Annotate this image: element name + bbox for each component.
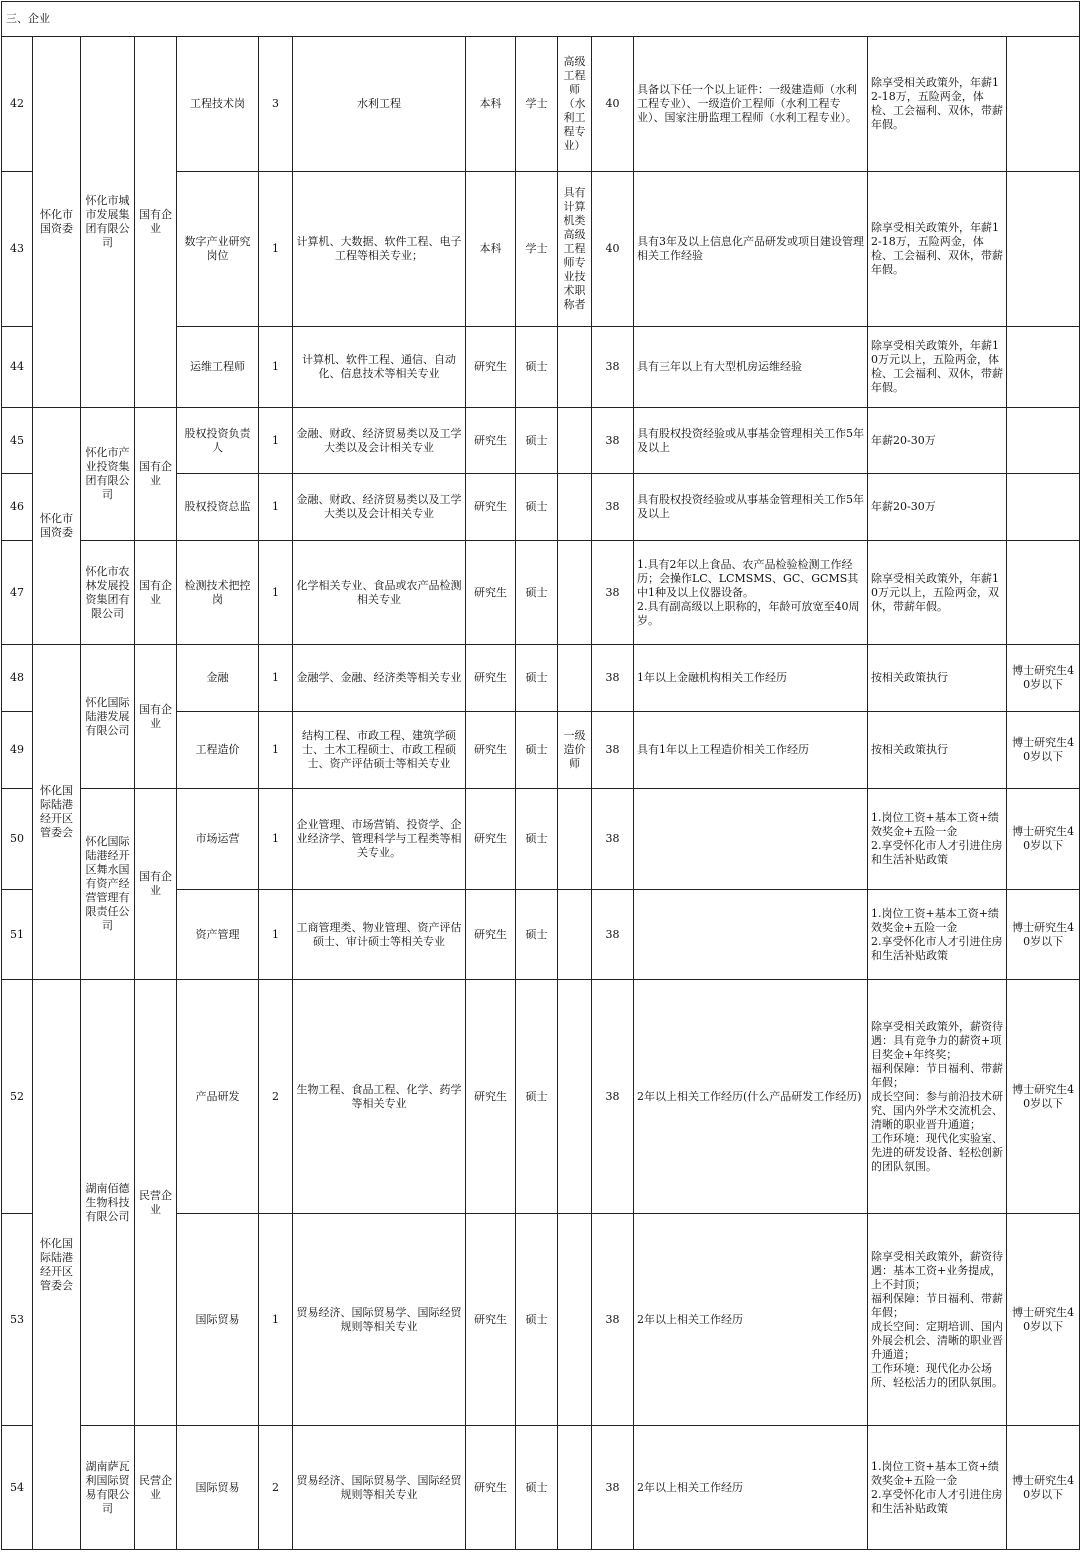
benefits-cell: 1.岗位工资+基本工资+绩效奖金+五险一金 2.享受怀化市人才引进住房和生活补贴政策 — [868, 890, 1007, 980]
company-cell: 怀化市产业投资集团有限公司 — [81, 408, 135, 541]
position-cell: 国际贸易 — [177, 1214, 259, 1426]
age-cell: 38 — [592, 645, 634, 712]
requirement-cell: 1.具有2年以上食品、农产品检验检测工作经历；会操作LC、LCMSMS、GC、GCMS其中1种及以上仪器设备。 2.具有副高级以上职称的，年龄可放宽至40周岁。 — [634, 541, 868, 645]
count-cell: 1 — [259, 327, 293, 408]
position-cell: 数字产业研究岗位 — [177, 172, 259, 327]
department-cell: 怀化市国资委 — [33, 408, 81, 645]
age-cell: 38 — [592, 712, 634, 789]
benefits-cell: 除享受相关政策外，年薪10万元以上，五险两金，体检、工会福利、双休，带薪年假。 — [868, 327, 1007, 408]
age-cell: 38 — [592, 890, 634, 980]
company-cell: 怀化市城市发展集团有限公司 — [81, 37, 135, 408]
table-row — [2, 37, 1080, 172]
table-row — [2, 541, 1080, 645]
major-cell: 工商管理类、物业管理、资产评估硕士、审计硕士等相关专业 — [293, 890, 466, 980]
major-cell: 贸易经济、国际贸易学、国际经贸规则等相关专业 — [293, 1426, 466, 1550]
company-cell: 怀化市农林发展投资集团有限公司 — [81, 541, 135, 645]
count-cell: 1 — [259, 712, 293, 789]
note-cell — [1007, 172, 1080, 327]
count-cell: 1 — [259, 541, 293, 645]
row-number: 49 — [2, 712, 33, 789]
position-cell: 股权投资负责人 — [177, 408, 259, 474]
note-cell — [1007, 327, 1080, 408]
title-cell — [558, 980, 592, 1214]
company-type-cell: 国有企业 — [135, 408, 177, 541]
title-cell — [558, 474, 592, 541]
title-cell — [558, 890, 592, 980]
benefits-cell: 年薪20-30万 — [868, 474, 1007, 541]
row-number: 50 — [2, 789, 33, 890]
title-cell — [558, 1426, 592, 1550]
benefits-cell: 按相关政策执行 — [868, 712, 1007, 789]
note-cell: 博士研究生40岁以下 — [1007, 890, 1080, 980]
table-row — [2, 408, 1080, 474]
row-number: 47 — [2, 541, 33, 645]
education-cell: 研究生 — [466, 645, 516, 712]
count-cell: 1 — [259, 172, 293, 327]
title-cell — [558, 541, 592, 645]
row-number: 44 — [2, 327, 33, 408]
company-cell: 怀化国际陆港经开区舞水国有资产经营管理有限责任公司 — [81, 789, 135, 980]
major-cell: 生物工程、食品工程、化学、药学等相关专业 — [293, 980, 466, 1214]
section-header-row — [2, 2, 1080, 37]
department-cell: 怀化国际陆港经开区管委会 — [33, 980, 81, 1550]
table-row — [2, 789, 1080, 890]
count-cell: 1 — [259, 1214, 293, 1426]
requirement-cell: 2年以上相关工作经历(什么产品研发工作经历) — [634, 980, 868, 1214]
requirement-cell: 具有三年以上有大型机房运维经验 — [634, 327, 868, 408]
title-cell — [558, 789, 592, 890]
education-cell: 研究生 — [466, 474, 516, 541]
requirement-cell: 具有股权投资经验或从事基金管理相关工作5年及以上 — [634, 474, 868, 541]
row-number: 46 — [2, 474, 33, 541]
requirement-cell: 2年以上相关工作经历 — [634, 1426, 868, 1550]
degree-cell: 学士 — [516, 172, 558, 327]
company-type-cell: 国有企业 — [135, 37, 177, 408]
count-cell: 1 — [259, 474, 293, 541]
title-cell — [558, 408, 592, 474]
company-cell: 湖南佰德生物科技有限公司 — [81, 980, 135, 1426]
degree-cell: 硕士 — [516, 474, 558, 541]
title-cell — [558, 327, 592, 408]
education-cell: 研究生 — [466, 1426, 516, 1550]
requirement-cell: 具有3年及以上信息化产品研发或项目建设管理相关工作经验 — [634, 172, 868, 327]
education-cell: 本科 — [466, 172, 516, 327]
benefits-cell: 1.岗位工资+基本工资+绩效奖金+五险一金 2.享受怀化市人才引进住房和生活补贴政策 — [868, 1426, 1007, 1550]
count-cell: 2 — [259, 980, 293, 1214]
education-cell: 研究生 — [466, 541, 516, 645]
count-cell: 2 — [259, 1426, 293, 1550]
row-number: 51 — [2, 890, 33, 980]
count-cell: 3 — [259, 37, 293, 172]
benefits-cell: 除享受相关政策外，薪资待遇：具有竞争力的薪资+项目奖金+年终奖； 福利保障：节日福利、带薪年假； 成长空间：参与前沿技术研究、国内外学术交流机会、清晰的职业晋升通道； 工作环境：现代化实验室、先进的研发设备、轻松创新的团队氛围。 — [868, 980, 1007, 1214]
degree-cell: 硕士 — [516, 645, 558, 712]
note-cell — [1007, 408, 1080, 474]
major-cell: 计算机、大数据、软件工程、电子工程等相关专业； — [293, 172, 466, 327]
position-cell: 工程技术岗 — [177, 37, 259, 172]
position-cell: 工程造价 — [177, 712, 259, 789]
table-row — [2, 980, 1080, 1214]
major-cell: 结构工程、市政工程、建筑学硕士、土木工程硕士、市政工程硕士、资产评估硕士等相关专业 — [293, 712, 466, 789]
degree-cell: 硕士 — [516, 890, 558, 980]
degree-cell: 硕士 — [516, 712, 558, 789]
requirement-cell: 具备以下任一个以上证件：一级建造师（水利工程专业）、一级造价工程师（水利工程专业）、国家注册监理工程师（水利工程专业）。 — [634, 37, 868, 172]
benefits-cell: 除享受相关政策外，年薪10万元以上，五险两金，双休，带薪年假。 — [868, 541, 1007, 645]
major-cell: 贸易经济、国际贸易学、国际经贸规则等相关专业 — [293, 1214, 466, 1426]
company-type-cell: 国有企业 — [135, 541, 177, 645]
section-title: 三、企业 — [2, 2, 1080, 37]
recruitment-table — [1, 1, 1080, 1550]
education-cell: 研究生 — [466, 327, 516, 408]
row-number: 48 — [2, 645, 33, 712]
note-cell — [1007, 37, 1080, 172]
major-cell: 企业管理、市场营销、投资学、企业经济学、管理科学与工程类等相关专业。 — [293, 789, 466, 890]
degree-cell: 硕士 — [516, 408, 558, 474]
company-cell: 湖南萨瓦利国际贸易有限公司 — [81, 1426, 135, 1550]
benefits-cell: 除享受相关政策外，年薪12-18万，五险两金，体检、工会福利、双休，带薪年假。 — [868, 37, 1007, 172]
department-cell: 怀化国际陆港经开区管委会 — [33, 645, 81, 980]
department-cell: 怀化市国资委 — [33, 37, 81, 408]
benefits-cell: 按相关政策执行 — [868, 645, 1007, 712]
degree-cell: 硕士 — [516, 1214, 558, 1426]
company-type-cell: 国有企业 — [135, 645, 177, 789]
table-row — [2, 1426, 1080, 1550]
requirement-cell: 具有股权投资经验或从事基金管理相关工作5年及以上 — [634, 408, 868, 474]
requirement-cell: 2年以上相关工作经历 — [634, 1214, 868, 1426]
note-cell: 博士研究生40岁以下 — [1007, 1214, 1080, 1426]
age-cell: 38 — [592, 541, 634, 645]
age-cell: 38 — [592, 789, 634, 890]
benefits-cell: 除享受相关政策外，年薪12-18万，五险两金，体检、工会福利、双休，带薪年假。 — [868, 172, 1007, 327]
education-cell: 研究生 — [466, 1214, 516, 1426]
title-cell — [558, 1214, 592, 1426]
requirement-cell: 具有1年以上工程造价相关工作经历 — [634, 712, 868, 789]
education-cell: 研究生 — [466, 408, 516, 474]
age-cell: 38 — [592, 1214, 634, 1426]
position-cell: 市场运营 — [177, 789, 259, 890]
position-cell: 产品研发 — [177, 980, 259, 1214]
title-cell: 具有计算机类高级工程师专业技术职称者 — [558, 172, 592, 327]
note-cell: 博士研究生40岁以下 — [1007, 789, 1080, 890]
position-cell: 金融 — [177, 645, 259, 712]
row-number: 54 — [2, 1426, 33, 1550]
requirement-cell — [634, 890, 868, 980]
education-cell: 研究生 — [466, 890, 516, 980]
row-number: 42 — [2, 37, 33, 172]
position-cell: 国际贸易 — [177, 1426, 259, 1550]
company-type-cell: 国有企业 — [135, 789, 177, 980]
degree-cell: 硕士 — [516, 1426, 558, 1550]
count-cell: 1 — [259, 645, 293, 712]
degree-cell: 硕士 — [516, 980, 558, 1214]
age-cell: 38 — [592, 980, 634, 1214]
company-type-cell: 民营企业 — [135, 980, 177, 1426]
company-cell: 怀化国际陆港发展有限公司 — [81, 645, 135, 789]
benefits-cell: 年薪20-30万 — [868, 408, 1007, 474]
note-cell: 博士研究生40岁以下 — [1007, 1426, 1080, 1550]
title-cell: 高级工程师（水利工程专业） — [558, 37, 592, 172]
note-cell: 博士研究生40岁以下 — [1007, 712, 1080, 789]
row-number: 45 — [2, 408, 33, 474]
age-cell: 38 — [592, 408, 634, 474]
requirement-cell: 1年以上金融机构相关工作经历 — [634, 645, 868, 712]
table-row — [2, 645, 1080, 712]
note-cell: 博士研究生40岁以下 — [1007, 980, 1080, 1214]
company-type-cell: 民营企业 — [135, 1426, 177, 1550]
note-cell — [1007, 474, 1080, 541]
education-cell: 本科 — [466, 37, 516, 172]
major-cell: 水利工程 — [293, 37, 466, 172]
position-cell: 运维工程师 — [177, 327, 259, 408]
position-cell: 资产管理 — [177, 890, 259, 980]
major-cell: 金融学、金融、经济类等相关专业 — [293, 645, 466, 712]
requirement-cell — [634, 789, 868, 890]
degree-cell: 硕士 — [516, 327, 558, 408]
row-number: 43 — [2, 172, 33, 327]
education-cell: 研究生 — [466, 712, 516, 789]
count-cell: 1 — [259, 890, 293, 980]
count-cell: 1 — [259, 408, 293, 474]
major-cell: 金融、财政、经济贸易类以及工学大类以及会计相关专业 — [293, 408, 466, 474]
degree-cell: 硕士 — [516, 789, 558, 890]
title-cell: 一级造价师 — [558, 712, 592, 789]
row-number: 52 — [2, 980, 33, 1214]
education-cell: 研究生 — [466, 789, 516, 890]
age-cell: 40 — [592, 172, 634, 327]
degree-cell: 学士 — [516, 37, 558, 172]
position-cell: 检测技术把控岗 — [177, 541, 259, 645]
major-cell: 金融、财政、经济贸易类以及工学大类以及会计相关专业 — [293, 474, 466, 541]
benefits-cell: 1.岗位工资+基本工资+绩效奖金+五险一金 2.享受怀化市人才引进住房和生活补贴政策 — [868, 789, 1007, 890]
major-cell: 化学相关专业、食品或农产品检测相关专业 — [293, 541, 466, 645]
age-cell: 38 — [592, 1426, 634, 1550]
note-cell: 博士研究生40岁以下 — [1007, 645, 1080, 712]
major-cell: 计算机、软件工程、通信、自动化、信息技术等相关专业 — [293, 327, 466, 408]
count-cell: 1 — [259, 789, 293, 890]
title-cell — [558, 645, 592, 712]
education-cell: 研究生 — [466, 980, 516, 1214]
degree-cell: 硕士 — [516, 541, 558, 645]
position-cell: 股权投资总监 — [177, 474, 259, 541]
age-cell: 38 — [592, 327, 634, 408]
age-cell: 40 — [592, 37, 634, 172]
benefits-cell: 除享受相关政策外，薪资待遇：基本工资+业务提成，上不封顶； 福利保障：节日福利、带薪年假； 成长空间：定期培训、国内外展会机会、清晰的职业晋升通道； 工作环境：现代化办公场所、轻松活力的团队氛围。 — [868, 1214, 1007, 1426]
age-cell: 38 — [592, 474, 634, 541]
note-cell — [1007, 541, 1080, 645]
row-number: 53 — [2, 1214, 33, 1426]
